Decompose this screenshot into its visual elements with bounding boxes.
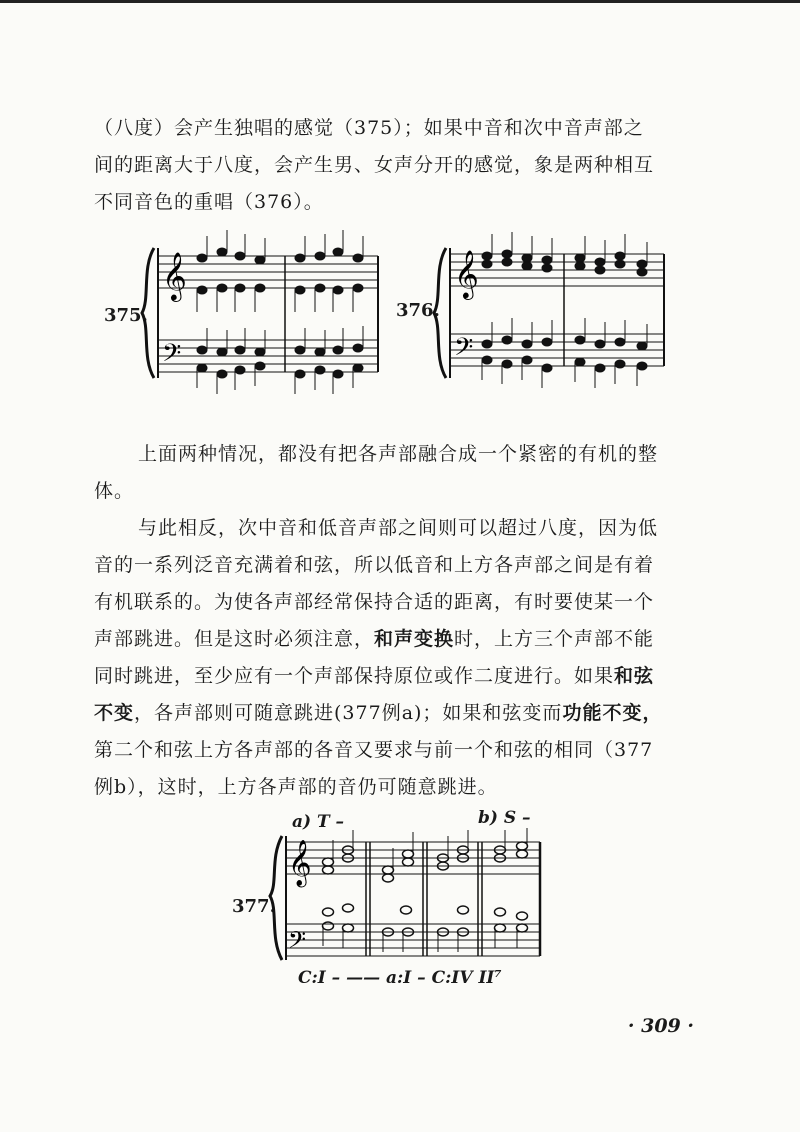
bass-clef-icon: 𝄢	[162, 339, 182, 374]
text-line: 同时跳进，至少应有一个声部保持原位或作二度进行。如果和弦	[94, 665, 655, 687]
paragraph-2	[94, 436, 694, 473]
example-377-chord-labels: C:I – —— a:I – C:IV II⁷	[298, 968, 502, 988]
treble-clef-icon: 𝄞	[288, 840, 312, 886]
example-376-score	[432, 228, 672, 398]
treble-clef-icon: 𝄞	[162, 251, 187, 300]
bass-clef-icon: 𝄢	[288, 926, 307, 959]
bass-clef-icon: 𝄢	[454, 333, 474, 368]
text-line: 第二个和弦上方各声部的各音又要求与前一个和弦的相同（377	[94, 739, 654, 761]
text-line: 有机联系的。为使各声部经常保持合适的距离，有时要使某一个	[94, 591, 655, 613]
notes-measure-2	[295, 230, 363, 394]
paragraph-2-cont	[94, 473, 694, 510]
text-line: 上面两种情况，都没有把各声部融合成一个紧密的有机的整	[138, 443, 659, 465]
text-line: 不同音色的重唱（376）。	[94, 191, 324, 213]
example-377-score	[268, 828, 548, 968]
paragraph-3	[94, 510, 694, 806]
treble-staff	[450, 254, 664, 286]
text-line: 与此相反，次中音和低音声部之间则可以超过八度，因为低	[138, 517, 659, 539]
example-375-label: 375.	[104, 305, 148, 326]
text-line: 例b），这时，上方各声部的音仍可随意跳进。	[94, 776, 498, 798]
text-line: （八度）会产生独唱的感觉（375）；如果中音和次中音声部之	[94, 117, 644, 139]
example-376-label: 376.	[396, 300, 440, 321]
page-number: · 309 ·	[627, 1015, 694, 1037]
barlines	[366, 842, 540, 956]
example-377-label: 377.	[232, 896, 276, 917]
grand-staff-brace	[270, 836, 282, 960]
page-top-border	[0, 0, 800, 3]
text-line: 不变，各声部则可随意跳进(377例a)；如果和弦变而功能不变，	[94, 702, 663, 724]
paragraph-1	[94, 110, 694, 221]
example-375-score	[140, 228, 385, 398]
example-377-mark-b: b) S –	[478, 808, 531, 828]
text-line: 体。	[94, 480, 135, 502]
text-line: 音的一系列泛音充满着和弦，所以低音和上方各声部之间是有着	[94, 554, 655, 576]
grand-staff-brace	[434, 248, 446, 378]
treble-clef-icon: 𝄞	[454, 249, 479, 298]
example-377-mark-a: a) T –	[292, 812, 345, 832]
grand-staff-brace	[142, 248, 154, 378]
text-line: 声部跳进。但是这时必须注意，和声变换时，上方三个声部不能	[94, 628, 655, 650]
half-notes-377	[323, 842, 528, 936]
treble-staff	[158, 256, 378, 288]
bass-staff	[158, 340, 378, 372]
text-line: 间的距离大于八度，会产生男、女声分开的感觉，象是两种相互	[94, 154, 655, 176]
notes-measure-1	[197, 230, 265, 394]
